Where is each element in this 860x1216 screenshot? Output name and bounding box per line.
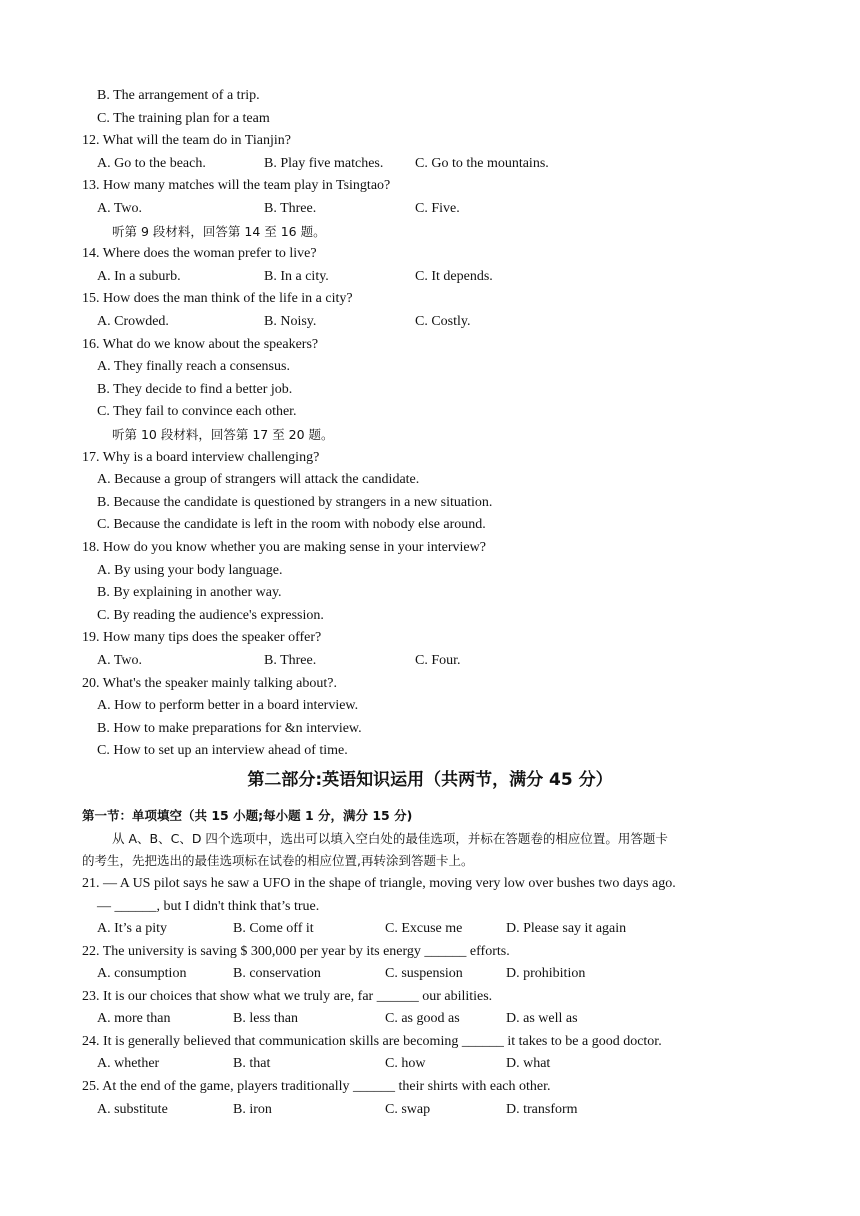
directions-line-1: 从 A、B、C、D 四个选项中，选出可以填入空白处的最佳选项，并标在答题卷的相应位置。用答题卡 bbox=[112, 831, 668, 846]
answer-option: C. They fail to convince each other. bbox=[97, 404, 297, 420]
answer-option: A. Two. bbox=[97, 201, 143, 216]
directions-line-2: 的考生，先把选出的最佳选项标在试卷的相应位置,再转涂到答题卡上。 bbox=[82, 853, 474, 868]
answer-option: C. Go to the mountains. bbox=[415, 155, 549, 171]
answer-option: B. The arrangement of a trip. bbox=[97, 88, 260, 103]
answer-option: C. Costly. bbox=[415, 314, 471, 329]
answer-option: C. How to set up an interview ahead of time. bbox=[97, 743, 348, 759]
answer-option: A. consumption bbox=[97, 966, 187, 982]
listening-instruction: 听第 10 段材料，回答第 17 至 20 题。 bbox=[112, 427, 334, 442]
answer-option: B. Three. bbox=[264, 653, 317, 668]
answer-option: B. that bbox=[233, 1056, 271, 1072]
question-text: 17. Why is a board interview challenging? bbox=[82, 449, 320, 465]
question-text: 15. How does the man think of the life in a city? bbox=[82, 291, 353, 307]
answer-option: B. Play five matches. bbox=[264, 155, 384, 171]
part-two-title: 第二部分:英语知识运用（共两节，满分 45 分） bbox=[247, 770, 613, 790]
answer-option: A. Two. bbox=[97, 653, 143, 668]
answer-option: B. How to make preparations for &n interview. bbox=[97, 720, 362, 736]
answer-option: B. Because the candidate is questioned by strangers in a new situation. bbox=[97, 494, 493, 510]
question-text: 20. What's the speaker mainly talking about?. bbox=[82, 675, 337, 691]
answer-option: A. In a suburb. bbox=[97, 268, 181, 284]
answer-option: B. conservation bbox=[233, 966, 321, 982]
answer-option: B. Noisy. bbox=[264, 314, 317, 329]
answer-option: D. what bbox=[506, 1056, 551, 1072]
answer-option: A. They finally reach a consensus. bbox=[97, 359, 290, 375]
answer-option: C. The training plan for a team bbox=[97, 110, 270, 126]
question-text: 18. How do you know whether you are making sense in your interview? bbox=[82, 540, 486, 555]
answer-option: A. whether bbox=[97, 1056, 160, 1072]
answer-option: C. swap bbox=[385, 1101, 431, 1117]
question-text: 19. How many tips does the speaker offer? bbox=[82, 630, 322, 646]
section-one-title: 第一节：单项填空（共 15 小题;每小题 1 分，满分 15 分) bbox=[82, 808, 413, 823]
answer-option: C. Four. bbox=[415, 653, 461, 668]
answer-option: C. Because the candidate is left in the room with nobody else around. bbox=[97, 517, 486, 533]
dialog-response: — ______, but I didn't think that’s true. bbox=[97, 898, 320, 914]
answer-option: B. less than bbox=[233, 1011, 298, 1027]
answer-option: B. Come off it bbox=[233, 921, 314, 937]
question-text: 12. What will the team do in Tianjin? bbox=[82, 133, 291, 149]
answer-option: C. Five. bbox=[415, 201, 460, 216]
answer-option: B. In a city. bbox=[264, 268, 329, 284]
answer-option: D. as well as bbox=[506, 1011, 578, 1027]
answer-option: A. substitute bbox=[97, 1101, 168, 1117]
answer-option: A. How to perform better in a board interview. bbox=[97, 698, 359, 714]
answer-option: B. Three. bbox=[264, 201, 317, 216]
answer-option: C. as good as bbox=[385, 1011, 460, 1027]
answer-option: B. iron bbox=[233, 1101, 272, 1117]
answer-option: B. They decide to find a better job. bbox=[97, 381, 293, 397]
question-text: 23. It is our choices that show what we truly are, far ______ our abilities. bbox=[82, 988, 493, 1004]
listening-instruction: 听第 9 段材料，回答第 14 至 16 题。 bbox=[112, 223, 326, 239]
answer-option: A. By using your body language. bbox=[97, 562, 283, 578]
question-text: 21. — A US pilot says he saw a UFO in the shape of triangle, moving very low over bushes two days ago. bbox=[82, 876, 676, 891]
answer-option: A. Crowded. bbox=[97, 314, 169, 329]
answer-option: D. transform bbox=[506, 1101, 578, 1117]
question-text: 14. Where does the woman prefer to live? bbox=[82, 246, 317, 262]
question-text: 25. At the end of the game, players traditionally ______ their shirts with each other. bbox=[82, 1079, 551, 1094]
question-text: 22. The university is saving $ 300,000 per year by its energy ______ efforts. bbox=[82, 943, 510, 959]
question-text: 24. It is generally believed that communication skills are becoming ______ it takes to be a good doctor. bbox=[82, 1033, 662, 1049]
answer-option: A. Go to the beach. bbox=[97, 155, 206, 171]
answer-option: A. Because a group of strangers will attack the candidate. bbox=[97, 472, 420, 488]
answer-option: C. It depends. bbox=[415, 268, 493, 284]
question-text: 16. What do we know about the speakers? bbox=[82, 336, 319, 352]
answer-option: D. prohibition bbox=[506, 966, 586, 982]
answer-option: C. Excuse me bbox=[385, 921, 463, 937]
answer-option: B. By explaining in another way. bbox=[97, 585, 282, 601]
question-text: 13. How many matches will the team play in Tsingtao? bbox=[82, 178, 391, 194]
answer-option: C. suspension bbox=[385, 966, 463, 982]
answer-option: C. how bbox=[385, 1056, 426, 1072]
answer-option: A. It’s a pity bbox=[97, 921, 167, 937]
answer-option: C. By reading the audience's expression. bbox=[97, 607, 324, 623]
answer-option: D. Please say it again bbox=[506, 921, 627, 937]
answer-option: A. more than bbox=[97, 1011, 171, 1027]
